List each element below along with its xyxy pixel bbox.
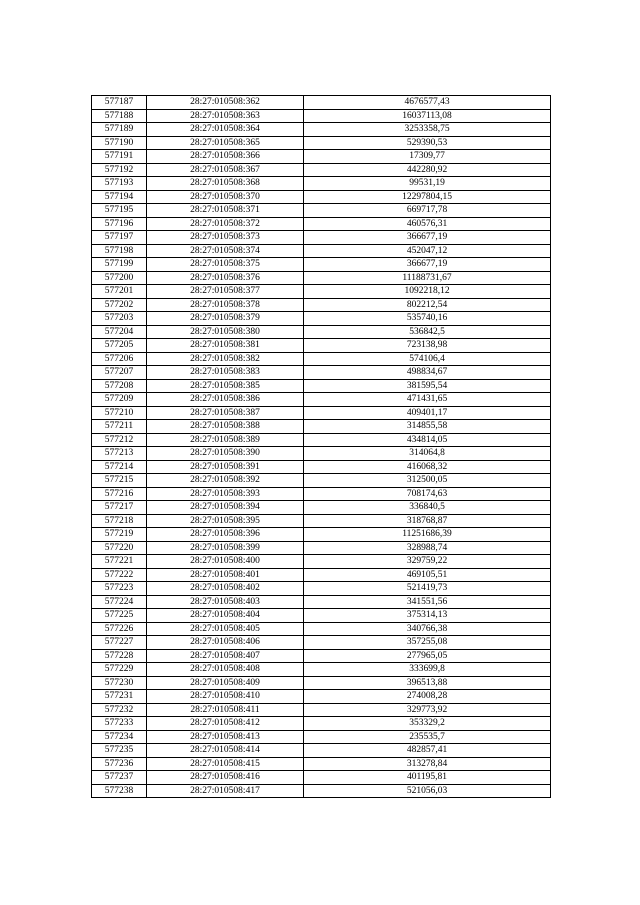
- row-number-cell: 577198: [92, 244, 147, 258]
- cadastral-number-cell: 28:27:010508:362: [147, 96, 304, 110]
- table-row: [92, 730, 551, 744]
- cadastral-number-cell: 28:27:010508:383: [147, 366, 304, 380]
- cadastral-number-cell: 28:27:010508:385: [147, 379, 304, 393]
- row-number-cell: 577227: [92, 636, 147, 650]
- table-row: [92, 244, 551, 258]
- cadastral-number-cell: 28:27:010508:372: [147, 217, 304, 231]
- row-number-cell: 577188: [92, 109, 147, 123]
- table-row: [92, 258, 551, 272]
- cadastral-number-cell: 28:27:010508:395: [147, 514, 304, 528]
- row-number-cell: 577215: [92, 474, 147, 488]
- table-row: [92, 96, 551, 110]
- table-row: [92, 582, 551, 596]
- cadastral-number-cell: 28:27:010508:363: [147, 109, 304, 123]
- cadastral-number-cell: 28:27:010508:370: [147, 190, 304, 204]
- row-number-cell: 577206: [92, 352, 147, 366]
- row-number-cell: 577192: [92, 163, 147, 177]
- cadastral-number-cell: 28:27:010508:408: [147, 663, 304, 677]
- cadastral-value-cell: 235535,7: [304, 730, 551, 744]
- row-number-cell: 577191: [92, 150, 147, 164]
- row-number-cell: 577235: [92, 744, 147, 758]
- cadastral-value-cell: 314855,58: [304, 420, 551, 434]
- cadastral-value-cell: 529390,53: [304, 136, 551, 150]
- cadastral-number-cell: 28:27:010508:410: [147, 690, 304, 704]
- table-row: [92, 514, 551, 528]
- table-row: [92, 757, 551, 771]
- cadastral-number-cell: 28:27:010508:404: [147, 609, 304, 623]
- cadastral-number-cell: 28:27:010508:365: [147, 136, 304, 150]
- row-number-cell: 577208: [92, 379, 147, 393]
- cadastral-number-cell: 28:27:010508:387: [147, 406, 304, 420]
- row-number-cell: 577201: [92, 285, 147, 299]
- table-row: [92, 609, 551, 623]
- cadastral-value-cell: 452047,12: [304, 244, 551, 258]
- table-row: [92, 460, 551, 474]
- cadastral-number-cell: 28:27:010508:394: [147, 501, 304, 515]
- row-number-cell: 577187: [92, 96, 147, 110]
- table-row: [92, 123, 551, 137]
- table-row: [92, 177, 551, 191]
- cadastral-value-cell: 521419,73: [304, 582, 551, 596]
- cadastral-value-cell: 574106,4: [304, 352, 551, 366]
- row-number-cell: 577222: [92, 568, 147, 582]
- cadastral-value-cell: 482857,41: [304, 744, 551, 758]
- cadastral-number-cell: 28:27:010508:382: [147, 352, 304, 366]
- table-row: [92, 784, 551, 798]
- table-row: [92, 663, 551, 677]
- cadastral-value-cell: 353329,2: [304, 717, 551, 731]
- table-row: [92, 271, 551, 285]
- cadastral-value-cell: 535740,16: [304, 312, 551, 326]
- row-number-cell: 577204: [92, 325, 147, 339]
- row-number-cell: 577219: [92, 528, 147, 542]
- cadastral-number-cell: 28:27:010508:367: [147, 163, 304, 177]
- table-row: [92, 136, 551, 150]
- cadastral-number-cell: 28:27:010508:415: [147, 757, 304, 771]
- cadastral-number-cell: 28:27:010508:412: [147, 717, 304, 731]
- cadastral-value-cell: 708174,63: [304, 487, 551, 501]
- cadastral-value-cell: 401195,81: [304, 771, 551, 785]
- row-number-cell: 577212: [92, 433, 147, 447]
- table-row: [92, 528, 551, 542]
- row-number-cell: 577233: [92, 717, 147, 731]
- cadastral-value-cell: 4676577,43: [304, 96, 551, 110]
- row-number-cell: 577238: [92, 784, 147, 798]
- cadastral-value-cell: 357255,08: [304, 636, 551, 650]
- cadastral-value-cell: 333699,8: [304, 663, 551, 677]
- table-row: [92, 190, 551, 204]
- table-row: [92, 474, 551, 488]
- table-row: [92, 312, 551, 326]
- table-row: [92, 568, 551, 582]
- cadastral-value-cell: 1092218,12: [304, 285, 551, 299]
- cadastral-number-cell: 28:27:010508:406: [147, 636, 304, 650]
- row-number-cell: 577190: [92, 136, 147, 150]
- cadastral-number-cell: 28:27:010508:380: [147, 325, 304, 339]
- table-row: [92, 622, 551, 636]
- row-number-cell: 577213: [92, 447, 147, 461]
- cadastral-number-cell: 28:27:010508:368: [147, 177, 304, 191]
- cadastral-number-cell: 28:27:010508:375: [147, 258, 304, 272]
- table-row: [92, 109, 551, 123]
- table-row: [92, 487, 551, 501]
- cadastral-number-cell: 28:27:010508:401: [147, 568, 304, 582]
- table-row: [92, 204, 551, 218]
- cadastral-value-cell: 521056,03: [304, 784, 551, 798]
- cadastral-number-cell: 28:27:010508:389: [147, 433, 304, 447]
- table-body: [92, 96, 551, 798]
- cadastral-number-cell: 28:27:010508:390: [147, 447, 304, 461]
- table-row: [92, 676, 551, 690]
- row-number-cell: 577224: [92, 595, 147, 609]
- cadastral-number-cell: 28:27:010508:416: [147, 771, 304, 785]
- cadastral-value-cell: 723138,98: [304, 339, 551, 353]
- row-number-cell: 577225: [92, 609, 147, 623]
- cadastral-number-cell: 28:27:010508:374: [147, 244, 304, 258]
- cadastral-number-cell: 28:27:010508:403: [147, 595, 304, 609]
- row-number-cell: 577232: [92, 703, 147, 717]
- cadastral-number-cell: 28:27:010508:371: [147, 204, 304, 218]
- cadastral-value-cell: 313278,84: [304, 757, 551, 771]
- cadastral-number-cell: 28:27:010508:366: [147, 150, 304, 164]
- cadastral-number-cell: 28:27:010508:396: [147, 528, 304, 542]
- row-number-cell: 577236: [92, 757, 147, 771]
- row-number-cell: 577196: [92, 217, 147, 231]
- table-row: [92, 285, 551, 299]
- cadastral-value-cell: 314064,8: [304, 447, 551, 461]
- cadastral-number-cell: 28:27:010508:399: [147, 541, 304, 555]
- table-row: [92, 366, 551, 380]
- row-number-cell: 577234: [92, 730, 147, 744]
- row-number-cell: 577221: [92, 555, 147, 569]
- row-number-cell: 577220: [92, 541, 147, 555]
- cadastral-value-cell: 16037113,08: [304, 109, 551, 123]
- row-number-cell: 577229: [92, 663, 147, 677]
- cadastral-value-table: [91, 95, 551, 798]
- row-number-cell: 577209: [92, 393, 147, 407]
- cadastral-number-cell: 28:27:010508:379: [147, 312, 304, 326]
- cadastral-value-cell: 416068,32: [304, 460, 551, 474]
- row-number-cell: 577202: [92, 298, 147, 312]
- cadastral-number-cell: 28:27:010508:364: [147, 123, 304, 137]
- table-row: [92, 406, 551, 420]
- table-row: [92, 433, 551, 447]
- row-number-cell: 577199: [92, 258, 147, 272]
- cadastral-number-cell: 28:27:010508:381: [147, 339, 304, 353]
- cadastral-value-cell: 434814,05: [304, 433, 551, 447]
- table-row: [92, 690, 551, 704]
- cadastral-value-cell: 336840,5: [304, 501, 551, 515]
- row-number-cell: 577210: [92, 406, 147, 420]
- table-row: [92, 420, 551, 434]
- cadastral-value-cell: 11188731,67: [304, 271, 551, 285]
- cadastral-value-cell: 329773,92: [304, 703, 551, 717]
- cadastral-value-cell: 3253358,75: [304, 123, 551, 137]
- table-row: [92, 744, 551, 758]
- cadastral-value-cell: 442280,92: [304, 163, 551, 177]
- row-number-cell: 577228: [92, 649, 147, 663]
- table-row: [92, 649, 551, 663]
- cadastral-value-cell: 11251686,39: [304, 528, 551, 542]
- cadastral-number-cell: 28:27:010508:393: [147, 487, 304, 501]
- cadastral-number-cell: 28:27:010508:392: [147, 474, 304, 488]
- cadastral-value-cell: 471431,65: [304, 393, 551, 407]
- cadastral-value-cell: 396513,88: [304, 676, 551, 690]
- cadastral-value-cell: 312500,05: [304, 474, 551, 488]
- row-number-cell: 577195: [92, 204, 147, 218]
- table-row: [92, 501, 551, 515]
- row-number-cell: 577207: [92, 366, 147, 380]
- cadastral-value-cell: 340766,38: [304, 622, 551, 636]
- cadastral-value-cell: 498834,67: [304, 366, 551, 380]
- row-number-cell: 577194: [92, 190, 147, 204]
- cadastral-value-cell: 12297804,15: [304, 190, 551, 204]
- cadastral-number-cell: 28:27:010508:373: [147, 231, 304, 245]
- table-row: [92, 555, 551, 569]
- row-number-cell: 577218: [92, 514, 147, 528]
- row-number-cell: 577230: [92, 676, 147, 690]
- table-row: [92, 231, 551, 245]
- row-number-cell: 577237: [92, 771, 147, 785]
- row-number-cell: 577193: [92, 177, 147, 191]
- cadastral-value-cell: 341551,56: [304, 595, 551, 609]
- table-row: [92, 717, 551, 731]
- cadastral-number-cell: 28:27:010508:377: [147, 285, 304, 299]
- cadastral-value-cell: 409401,17: [304, 406, 551, 420]
- cadastral-value-cell: 381595,54: [304, 379, 551, 393]
- cadastral-value-cell: 329759,22: [304, 555, 551, 569]
- cadastral-value-cell: 669717,78: [304, 204, 551, 218]
- table-row: [92, 150, 551, 164]
- cadastral-number-cell: 28:27:010508:414: [147, 744, 304, 758]
- row-number-cell: 577216: [92, 487, 147, 501]
- cadastral-number-cell: 28:27:010508:407: [147, 649, 304, 663]
- table-row: [92, 379, 551, 393]
- cadastral-value-cell: 802212,54: [304, 298, 551, 312]
- cadastral-value-cell: 469105,51: [304, 568, 551, 582]
- cadastral-value-cell: 17309,77: [304, 150, 551, 164]
- cadastral-number-cell: 28:27:010508:378: [147, 298, 304, 312]
- row-number-cell: 577217: [92, 501, 147, 515]
- table-row: [92, 703, 551, 717]
- cadastral-number-cell: 28:27:010508:386: [147, 393, 304, 407]
- cadastral-value-cell: 366677,19: [304, 231, 551, 245]
- cadastral-value-cell: 375314,13: [304, 609, 551, 623]
- table-row: [92, 339, 551, 353]
- cadastral-number-cell: 28:27:010508:409: [147, 676, 304, 690]
- cadastral-value-cell: 328988,74: [304, 541, 551, 555]
- cadastral-number-cell: 28:27:010508:402: [147, 582, 304, 596]
- row-number-cell: 577226: [92, 622, 147, 636]
- cadastral-number-cell: 28:27:010508:391: [147, 460, 304, 474]
- row-number-cell: 577200: [92, 271, 147, 285]
- table-row: [92, 298, 551, 312]
- table-row: [92, 393, 551, 407]
- row-number-cell: 577197: [92, 231, 147, 245]
- row-number-cell: 577223: [92, 582, 147, 596]
- table-row: [92, 325, 551, 339]
- table-row: [92, 163, 551, 177]
- cadastral-value-cell: 366677,19: [304, 258, 551, 272]
- cadastral-number-cell: 28:27:010508:376: [147, 271, 304, 285]
- table-row: [92, 771, 551, 785]
- table-row: [92, 352, 551, 366]
- cadastral-value-cell: 318768,87: [304, 514, 551, 528]
- cadastral-value-cell: 274008,28: [304, 690, 551, 704]
- row-number-cell: 577231: [92, 690, 147, 704]
- row-number-cell: 577205: [92, 339, 147, 353]
- table-row: [92, 447, 551, 461]
- table-row: [92, 636, 551, 650]
- cadastral-value-cell: 460576,31: [304, 217, 551, 231]
- table-row: [92, 595, 551, 609]
- cadastral-number-cell: 28:27:010508:405: [147, 622, 304, 636]
- cadastral-number-cell: 28:27:010508:400: [147, 555, 304, 569]
- row-number-cell: 577214: [92, 460, 147, 474]
- cadastral-value-cell: 277965,05: [304, 649, 551, 663]
- cadastral-number-cell: 28:27:010508:413: [147, 730, 304, 744]
- row-number-cell: 577189: [92, 123, 147, 137]
- cadastral-value-cell: 99531,19: [304, 177, 551, 191]
- cadastral-number-cell: 28:27:010508:388: [147, 420, 304, 434]
- table-row: [92, 217, 551, 231]
- cadastral-number-cell: 28:27:010508:417: [147, 784, 304, 798]
- row-number-cell: 577211: [92, 420, 147, 434]
- table-row: [92, 541, 551, 555]
- cadastral-value-cell: 536842,5: [304, 325, 551, 339]
- cadastral-number-cell: 28:27:010508:411: [147, 703, 304, 717]
- row-number-cell: 577203: [92, 312, 147, 326]
